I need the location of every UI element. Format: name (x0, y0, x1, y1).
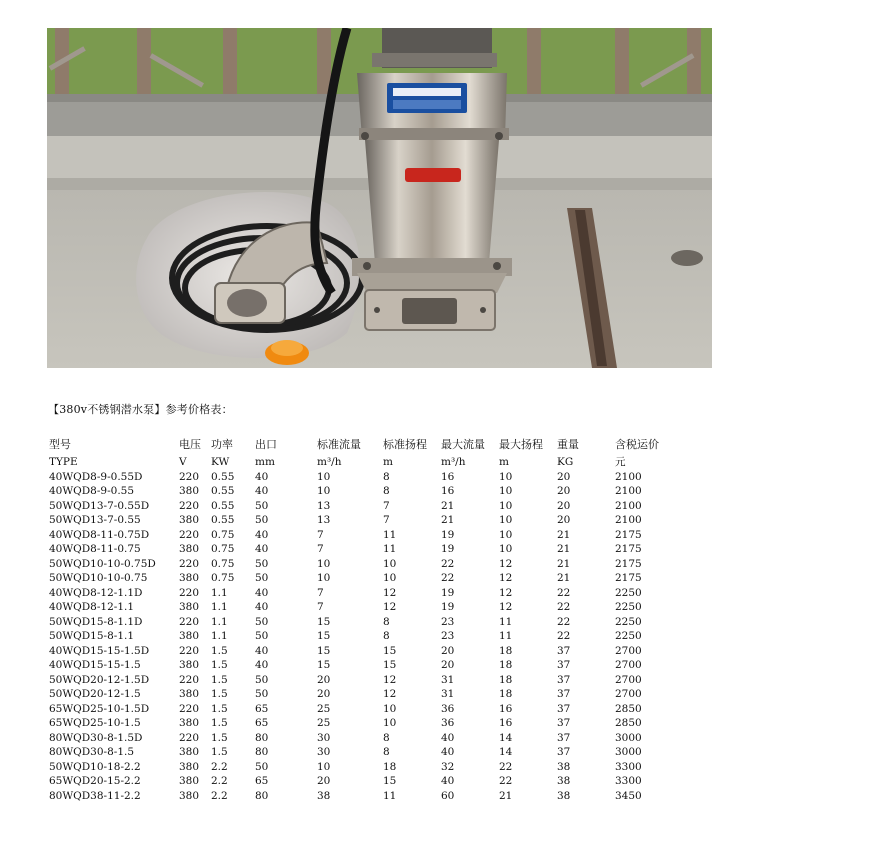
header-cell: 标准流量 (317, 438, 361, 451)
model-cell: 50WQD10-10-0.75D (49, 557, 156, 570)
header-cell: 型号 (49, 438, 71, 451)
unit-cell: m (383, 456, 393, 468)
value-cell: 36 (441, 717, 455, 729)
unit-cell: V (179, 456, 187, 468)
value-cell: 19 (441, 543, 455, 555)
value-cell: 10 (499, 528, 513, 541)
value-cell: 21 (557, 572, 571, 584)
value-cell: 10 (317, 572, 331, 584)
value-cell: 12 (499, 586, 513, 599)
header-cell: 功率 (211, 438, 233, 451)
value-cell: 60 (441, 789, 455, 802)
value-cell: 50 (255, 514, 269, 526)
value-cell: 380 (179, 543, 200, 555)
value-cell: 1.5 (211, 688, 228, 700)
value-cell: 8 (383, 731, 390, 744)
value-cell: 22 (441, 557, 455, 570)
value-cell: 380 (179, 717, 200, 729)
model-cell: 65WQD20-15-2.2 (49, 775, 141, 787)
table-row (49, 701, 685, 716)
value-cell: 37 (557, 659, 571, 671)
value-cell: 80 (255, 731, 269, 744)
value-cell: 50 (255, 630, 269, 642)
table-row (49, 527, 685, 542)
value-cell: 1.1 (211, 630, 228, 642)
value-cell: 2100 (615, 499, 642, 512)
value-cell: 2100 (615, 470, 642, 483)
value-cell: 13 (317, 499, 331, 512)
value-cell: 0.75 (211, 528, 235, 541)
model-cell: 50WQD13-7-0.55 (49, 514, 141, 526)
header-cell: 最大流量 (441, 438, 485, 451)
value-cell: 380 (179, 485, 200, 497)
model-cell: 65WQD25-10-1.5 (49, 717, 141, 729)
value-cell: 380 (179, 601, 200, 613)
table-row (49, 774, 685, 789)
model-cell: 40WQD15-15-1.5D (49, 644, 150, 657)
value-cell: 1.1 (211, 586, 228, 599)
value-cell: 37 (557, 673, 571, 686)
value-cell: 40 (441, 731, 455, 744)
value-cell: 220 (179, 673, 200, 686)
value-cell: 37 (557, 731, 571, 744)
value-cell: 220 (179, 499, 200, 512)
value-cell: 19 (441, 586, 455, 599)
model-cell: 50WQD15-8-1.1D (49, 615, 143, 628)
value-cell: 1.5 (211, 746, 228, 758)
value-cell: 3000 (615, 746, 642, 758)
value-cell: 31 (441, 673, 455, 686)
table-row (49, 484, 685, 499)
value-cell: 2250 (615, 630, 642, 642)
value-cell: 11 (383, 789, 397, 802)
model-cell: 50WQD20-12-1.5 (49, 688, 141, 700)
table-row (49, 498, 685, 513)
value-cell: 18 (383, 760, 397, 773)
value-cell: 22 (557, 630, 571, 642)
value-cell: 220 (179, 557, 200, 570)
value-cell: 3000 (615, 731, 642, 744)
value-cell: 11 (499, 615, 513, 628)
value-cell: 20 (557, 470, 571, 483)
value-cell: 23 (441, 630, 455, 642)
value-cell: 37 (557, 717, 571, 729)
value-cell: 80 (255, 789, 269, 802)
value-cell: 37 (557, 702, 571, 715)
value-cell: 0.75 (211, 557, 235, 570)
value-cell: 12 (499, 572, 513, 584)
table-row (49, 585, 685, 600)
value-cell: 2175 (615, 557, 642, 570)
value-cell: 10 (499, 543, 513, 555)
value-cell: 10 (499, 470, 513, 483)
value-cell: 65 (255, 702, 269, 715)
value-cell: 37 (557, 688, 571, 700)
value-cell: 7 (317, 586, 324, 599)
value-cell: 40 (255, 659, 269, 671)
value-cell: 8 (383, 615, 390, 628)
value-cell: 19 (441, 601, 455, 613)
header-cell: 含税运价 (615, 438, 659, 451)
value-cell: 10 (317, 470, 331, 483)
unit-cell: KW (211, 456, 230, 468)
value-cell: 3450 (615, 789, 642, 802)
value-cell: 380 (179, 789, 200, 802)
header-cell: 出口 (255, 438, 277, 451)
table-row (49, 658, 685, 673)
value-cell: 40 (441, 746, 455, 758)
value-cell: 7 (317, 601, 324, 613)
model-cell: 50WQD10-18-2.2 (49, 760, 141, 773)
value-cell: 15 (317, 644, 331, 657)
value-cell: 1.1 (211, 601, 228, 613)
table-row (49, 542, 685, 557)
header-row-units (49, 452, 685, 469)
value-cell: 21 (557, 543, 571, 555)
value-cell: 220 (179, 615, 200, 628)
model-cell: 50WQD20-12-1.5D (49, 673, 150, 686)
value-cell: 8 (383, 630, 390, 642)
value-cell: 10 (499, 514, 513, 526)
unit-cell: 元 (615, 456, 626, 468)
value-cell: 21 (441, 499, 455, 512)
value-cell: 50 (255, 499, 269, 512)
header-row-cn (49, 428, 685, 452)
value-cell: 2250 (615, 601, 642, 613)
value-cell: 1.5 (211, 659, 228, 671)
value-cell: 2850 (615, 717, 642, 729)
header-cell: 重量 (557, 438, 579, 451)
value-cell: 50 (255, 615, 269, 628)
value-cell: 2700 (615, 673, 642, 686)
value-cell: 20 (317, 775, 331, 787)
header-cell: 电压 (179, 438, 201, 451)
value-cell: 12 (383, 673, 397, 686)
value-cell: 10 (499, 499, 513, 512)
value-cell: 0.55 (211, 485, 235, 497)
value-cell: 40 (255, 543, 269, 555)
header-cell: 标准扬程 (383, 438, 427, 451)
value-cell: 40 (255, 470, 269, 483)
value-cell: 380 (179, 746, 200, 758)
value-cell: 20 (557, 499, 571, 512)
unit-cell: TYPE (49, 456, 78, 468)
value-cell: 20 (317, 688, 331, 700)
value-cell: 10 (383, 572, 397, 584)
value-cell: 40 (441, 775, 455, 787)
value-cell: 2100 (615, 514, 642, 526)
value-cell: 2250 (615, 586, 642, 599)
value-cell: 16 (499, 717, 513, 729)
value-cell: 2700 (615, 688, 642, 700)
value-cell: 50 (255, 760, 269, 773)
value-cell: 2175 (615, 528, 642, 541)
value-cell: 10 (499, 485, 513, 497)
value-cell: 25 (317, 717, 331, 729)
value-cell: 20 (557, 485, 571, 497)
value-cell: 11 (383, 543, 397, 555)
value-cell: 40 (255, 644, 269, 657)
value-cell: 380 (179, 659, 200, 671)
value-cell: 37 (557, 644, 571, 657)
table-row (49, 788, 685, 803)
value-cell: 40 (255, 586, 269, 599)
value-cell: 50 (255, 557, 269, 570)
value-cell: 12 (383, 688, 397, 700)
value-cell: 20 (317, 673, 331, 686)
value-cell: 21 (441, 514, 455, 526)
header-cell: 最大扬程 (499, 438, 543, 451)
value-cell: 380 (179, 572, 200, 584)
unit-cell: mm (255, 456, 275, 468)
value-cell: 31 (441, 688, 455, 700)
value-cell: 14 (499, 731, 513, 744)
value-cell: 16 (441, 470, 455, 483)
value-cell: 2250 (615, 615, 642, 628)
product-photo (47, 28, 712, 368)
value-cell: 0.55 (211, 499, 235, 512)
value-cell: 10 (383, 557, 397, 570)
value-cell: 14 (499, 746, 513, 758)
value-cell: 15 (317, 630, 331, 642)
value-cell: 2175 (615, 543, 642, 555)
value-cell: 12 (499, 601, 513, 613)
value-cell: 3300 (615, 775, 642, 787)
value-cell: 2700 (615, 659, 642, 671)
value-cell: 1.5 (211, 644, 228, 657)
value-cell: 3300 (615, 760, 642, 773)
value-cell: 38 (557, 789, 571, 802)
price-table (49, 428, 685, 803)
model-cell: 40WQD8-12-1.1D (49, 586, 143, 599)
price-table-caption: 【380v不锈钢潜水泵】参考价格表： (48, 403, 233, 416)
value-cell: 220 (179, 731, 200, 744)
table-body (49, 469, 685, 803)
value-cell: 18 (499, 644, 513, 657)
model-cell: 50WQD15-8-1.1 (49, 630, 135, 642)
value-cell: 1.5 (211, 731, 228, 744)
unit-cell: m³/h (317, 456, 342, 468)
value-cell: 0.55 (211, 470, 235, 483)
model-cell: 40WQD8-9-0.55 (49, 485, 135, 497)
value-cell: 23 (441, 615, 455, 628)
value-cell: 7 (383, 514, 390, 526)
value-cell: 50 (255, 688, 269, 700)
value-cell: 1.1 (211, 615, 228, 628)
value-cell: 2.2 (211, 789, 228, 802)
value-cell: 2850 (615, 702, 642, 715)
table-row (49, 556, 685, 571)
value-cell: 380 (179, 514, 200, 526)
value-cell: 1.5 (211, 673, 228, 686)
value-cell: 21 (557, 528, 571, 541)
table-row (49, 643, 685, 658)
value-cell: 36 (441, 702, 455, 715)
value-cell: 12 (383, 601, 397, 613)
table-row (49, 687, 685, 702)
table-row (49, 600, 685, 615)
model-cell: 40WQD8-11-0.75D (49, 528, 150, 541)
table-row (49, 745, 685, 760)
value-cell: 32 (441, 760, 455, 773)
value-cell: 7 (317, 528, 324, 541)
value-cell: 16 (441, 485, 455, 497)
value-cell: 2175 (615, 572, 642, 584)
model-cell: 40WQD8-12-1.1 (49, 601, 135, 613)
value-cell: 11 (383, 528, 397, 541)
value-cell: 380 (179, 760, 200, 773)
value-cell: 10 (317, 760, 331, 773)
value-cell: 11 (499, 630, 513, 642)
value-cell: 30 (317, 746, 331, 758)
value-cell: 15 (317, 659, 331, 671)
unit-cell: KG (557, 456, 574, 468)
model-cell: 80WQD30-8-1.5 (49, 746, 135, 758)
value-cell: 220 (179, 470, 200, 483)
value-cell: 15 (383, 659, 397, 671)
value-cell: 220 (179, 586, 200, 599)
value-cell: 220 (179, 702, 200, 715)
value-cell: 20 (441, 659, 455, 671)
table-row (49, 571, 685, 586)
value-cell: 37 (557, 746, 571, 758)
pump (352, 28, 512, 330)
value-cell: 380 (179, 630, 200, 642)
table-row (49, 629, 685, 644)
table-row (49, 716, 685, 731)
value-cell: 2700 (615, 644, 642, 657)
value-cell: 10 (383, 717, 397, 729)
value-cell: 8 (383, 470, 390, 483)
value-cell: 22 (441, 572, 455, 584)
value-cell: 12 (383, 586, 397, 599)
value-cell: 380 (179, 775, 200, 787)
model-cell: 50WQD10-10-0.75 (49, 572, 148, 584)
model-cell: 40WQD15-15-1.5 (49, 659, 141, 671)
value-cell: 1.5 (211, 702, 228, 715)
value-cell: 16 (499, 702, 513, 715)
value-cell: 22 (557, 601, 571, 613)
value-cell: 8 (383, 485, 390, 497)
value-cell: 38 (557, 775, 571, 787)
value-cell: 30 (317, 731, 331, 744)
value-cell: 22 (499, 760, 513, 773)
model-cell: 65WQD25-10-1.5D (49, 702, 150, 715)
value-cell: 40 (255, 528, 269, 541)
value-cell: 220 (179, 644, 200, 657)
value-cell: 22 (499, 775, 513, 787)
table-row (49, 672, 685, 687)
value-cell: 20 (557, 514, 571, 526)
value-cell: 38 (317, 789, 331, 802)
value-cell: 2.2 (211, 760, 228, 773)
value-cell: 7 (383, 499, 390, 512)
value-cell: 8 (383, 746, 390, 758)
value-cell: 12 (499, 557, 513, 570)
value-cell: 21 (499, 789, 513, 802)
value-cell: 40 (255, 601, 269, 613)
value-cell: 20 (441, 644, 455, 657)
value-cell: 65 (255, 717, 269, 729)
value-cell: 18 (499, 688, 513, 700)
unit-cell: m (499, 456, 509, 468)
model-cell: 80WQD38-11-2.2 (49, 789, 141, 802)
value-cell: 50 (255, 673, 269, 686)
value-cell: 50 (255, 572, 269, 584)
value-cell: 18 (499, 673, 513, 686)
value-cell: 1.5 (211, 717, 228, 729)
value-cell: 0.75 (211, 543, 235, 555)
value-cell: 25 (317, 702, 331, 715)
value-cell: 19 (441, 528, 455, 541)
value-cell: 65 (255, 775, 269, 787)
table-row (49, 469, 685, 484)
model-cell: 40WQD8-11-0.75 (49, 543, 141, 555)
value-cell: 38 (557, 760, 571, 773)
value-cell: 15 (383, 775, 397, 787)
value-cell: 2100 (615, 485, 642, 497)
table-row (49, 730, 685, 745)
model-cell: 80WQD30-8-1.5D (49, 731, 143, 744)
table-row (49, 513, 685, 528)
value-cell: 380 (179, 688, 200, 700)
value-cell: 7 (317, 543, 324, 555)
value-cell: 13 (317, 514, 331, 526)
value-cell: 220 (179, 528, 200, 541)
value-cell: 10 (383, 702, 397, 715)
value-cell: 40 (255, 485, 269, 497)
value-cell: 22 (557, 586, 571, 599)
value-cell: 0.75 (211, 572, 235, 584)
table-row (49, 759, 685, 774)
model-cell: 50WQD13-7-0.55D (49, 499, 150, 512)
value-cell: 21 (557, 557, 571, 570)
unit-cell: m³/h (441, 456, 466, 468)
value-cell: 0.55 (211, 514, 235, 526)
value-cell: 15 (383, 644, 397, 657)
value-cell: 10 (317, 557, 331, 570)
value-cell: 18 (499, 659, 513, 671)
table-row (49, 614, 685, 629)
value-cell: 22 (557, 615, 571, 628)
value-cell: 15 (317, 615, 331, 628)
value-cell: 10 (317, 485, 331, 497)
value-cell: 2.2 (211, 775, 228, 787)
model-cell: 40WQD8-9-0.55D (49, 470, 143, 483)
value-cell: 80 (255, 746, 269, 758)
